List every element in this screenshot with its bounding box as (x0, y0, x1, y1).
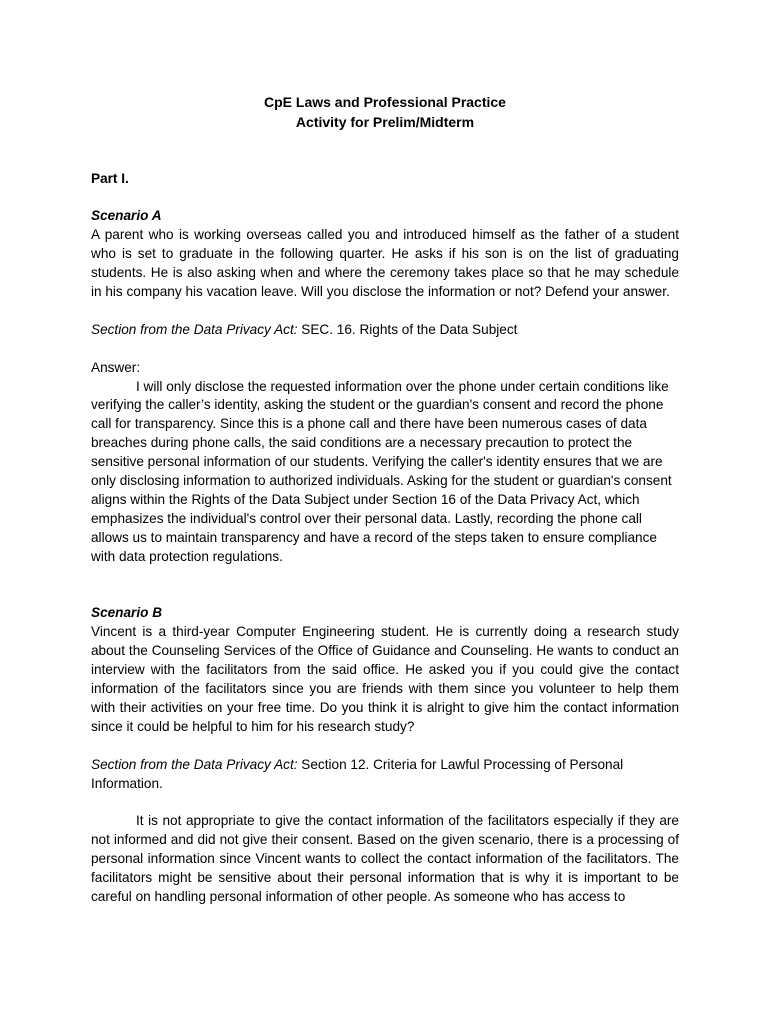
document-title (91, 93, 679, 132)
scenario-b-section-ref (91, 756, 679, 794)
part-heading: Part I. (91, 171, 129, 186)
scenario-b-heading: Scenario B (91, 605, 163, 621)
course-title: CpE Laws and Professional Practice (264, 94, 506, 110)
document-page (91, 93, 679, 907)
scenario-b-section-label: Section from the Data Privacy Act: (91, 756, 298, 772)
scenario-b-text: Vincent is a third-year Computer Engineering student. He is currently doing a research study about the Counseling Services of the Office of Guidance and Counseling. He wants to conduct an interview with the facilitators from the said office. He asked you if you could give the contact information of the facilitators since you are friends with them since you volunteer to help them with their activities on your free time. Do you think it is alright to give him the contact information since it could be helpful to him for his research study? (91, 624, 679, 734)
scenario-a-answer-label: Answer: (91, 359, 141, 375)
scenario-b-answer-text: It is not appropriate to give the contact information of the facilitators especially if they are not informed and did not give their consent. Based on the given scenario, there is a processing of personal information since Vincent wants to collect the contact information of the facilitators. The facilitators might be sensitive about their personal information that is why it is important to be careful on handling personal information of other people. As someone who has access to (91, 813, 679, 904)
scenario-a-answer-text: I will only disclose the requested information over the phone under certain conditions like verifying the caller’s identity, asking the student or the guardian's consent and record the phone call for transparency. Since this is a phone call and there have been numerous cases of data breaches during phone calls, the said conditions are a necessary precaution to protect the sensitive personal information of our students. Verifying the caller's identity ensures that we are only disclosing information to authorized individuals. Asking for the student or guardian's consent aligns within the Rights of the Data Subject under Section 16 of the Data Privacy Act, which emphasizes the individual's control over their personal data. Lastly, recording the phone call allows us to maintain transparency and have a record of the steps taken to ensure compliance with data protection regulations. (91, 378, 672, 564)
scenario-a-section-value: SEC. 16. Rights of the Data Subject (301, 321, 518, 337)
scenario-a-section-label: Section from the Data Privacy Act: (91, 321, 298, 337)
scenario-a-section-ref (91, 321, 679, 340)
scenario-b-section-value: Section 12. Criteria for Lawful Processing of Personal Information. (91, 756, 624, 791)
scenario-a-text: A parent who is working overseas called you and introduced himself as the father of a student who is set to graduate in the following quarter. He asks if his son is on the list of graduating students. He is also asking when and where the ceremony takes place so that he may schedule in his company his vacation leave. Will you disclose the information or not? Defend your answer. (91, 227, 679, 300)
activity-title: Activity for Prelim/Midterm (295, 113, 475, 130)
scenario-a-heading: Scenario A (91, 208, 162, 224)
